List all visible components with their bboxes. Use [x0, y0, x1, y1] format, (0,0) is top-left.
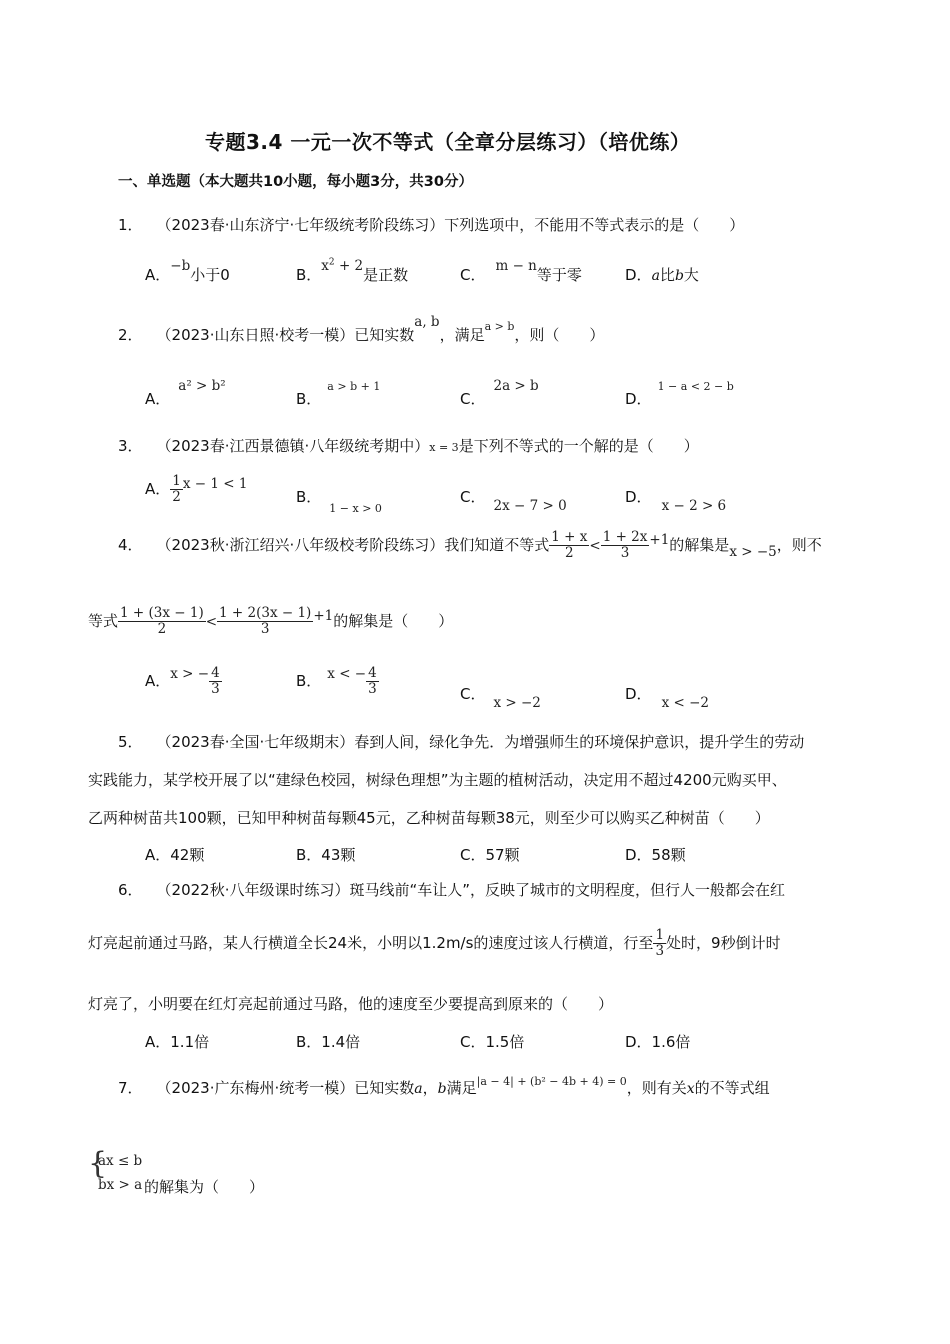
q4-option-a[interactable]: A．x > − $\frac{4}{3}$: [145, 665, 220, 697]
q3-option-a[interactable]: A． $\frac{1}{2}$ x − 1 < 1: [145, 473, 248, 505]
question-1: [118, 215, 744, 235]
q5-option-b[interactable]: B．43颗: [296, 846, 356, 864]
system-line-1: ax ≤ b: [98, 1153, 143, 1169]
q1-option-c[interactable]: C． m − n等于零: [460, 258, 582, 284]
q4-option-c[interactable]: C． x > −2: [460, 685, 541, 711]
q6-option-d[interactable]: D．1.6倍: [625, 1033, 691, 1051]
q4-option-d[interactable]: D． x < −2: [625, 685, 709, 711]
question-5-line3: 乙两种树苗共100颗，已知甲种树苗每颗45元，乙种树苗每颗38元，则至少可以购买乙种树苗（ ）: [88, 809, 770, 827]
question-5-line2: 实践能力，某学校开展了以“建绿色校园，树绿色理想”为主题的植树活动，决定用不超过4200元购买甲、: [88, 771, 787, 789]
q2-option-c[interactable]: C．2a > b: [460, 378, 539, 408]
q3-option-d[interactable]: D． x − 2 > 6: [625, 488, 727, 514]
q6-option-a[interactable]: A．1.1倍: [145, 1033, 210, 1051]
question-6: 6． （2022秋·八年级课时练习）斑马线前“车让人”，反映了城市的文明程度，但行人一般都会在红: [118, 881, 786, 899]
system-line-2: bx > a: [98, 1177, 143, 1193]
brace-icon: {: [88, 1146, 108, 1181]
question-5: 5． （2023春·全国·七年级期末）春到人间，绿化争先．为增强师生的环境保护意识，提升学生的劳动: [118, 733, 805, 751]
question-7: 7． （2023·广东梅州·统考一模）已知实数a，b满足$^{|a - 4| + (b^2 - 4b + 4) = 0}$，则有关x的不等式组: [118, 1075, 770, 1097]
question-2: 2． （2023·山东日照·校考一模）已知实数a, b，满足$^{a > b}$，则（ ）: [118, 314, 605, 344]
q5-option-d[interactable]: D．58颗: [625, 846, 686, 864]
question-4: 4． （2023秋·浙江绍兴·八年级校考阶段练习）我们知道不等式 $\frac{1 + x}{2}$ < $\frac{1 + 2x}{3}$ +1的解集是x > −5，则不: [118, 529, 822, 561]
question-6-line2: 灯亮起前通过马路，某人行横道全长24米，小明以1.2m/s的速度过该人行横道，行至 $\frac{1}{3}$ 处时，9秒倒计时: [88, 927, 781, 959]
q2-option-a[interactable]: A．a² > b²: [145, 378, 226, 408]
q1-option-d[interactable]: D．a比b大: [625, 266, 699, 284]
q6-option-b[interactable]: B．1.4倍: [296, 1033, 361, 1051]
question-7-tail: 的解集为（ ）: [144, 1178, 265, 1196]
q2-option-b[interactable]: B．$^{a > b + 1}$: [296, 380, 381, 408]
q1-option-a[interactable]: A．−b小于0: [145, 258, 230, 284]
question-source: （2023春·山东济宁·七年级统考阶段练习）: [156, 216, 445, 234]
question-text: 下列选项中，不能用不等式表示的是（ ）: [444, 216, 745, 234]
q4-option-b[interactable]: B． x < − $\frac{4}{3}$: [296, 665, 377, 697]
q6-option-c[interactable]: C．1.5倍: [460, 1033, 525, 1051]
question-3: 3． （2023春·江西景德镇·八年级统考期中）x = 3是下列不等式的一个解的是（ ）: [118, 437, 699, 455]
q1-option-b[interactable]: B．$x^2 + 2$是正数: [296, 257, 409, 284]
section-heading: 一、单选题（本大题共10小题，每小题3分，共30分）: [118, 174, 473, 190]
page-title: 专题3.4 一元一次不等式（全章分层练习）（培优练）: [205, 130, 691, 154]
question-6-line3: 灯亮了，小明要在红灯亮起前通过马路，他的速度至少要提高到原来的（ ）: [88, 995, 614, 1013]
question-number: 1．: [118, 216, 143, 234]
q5-option-c[interactable]: C．57颗: [460, 846, 520, 864]
q2-option-d[interactable]: D．$^{1 - a < 2 - b}$: [625, 380, 734, 408]
q3-option-b[interactable]: B．$_{1 - x > 0}$: [296, 488, 382, 515]
q3-option-c[interactable]: C． 2x − 7 > 0: [460, 488, 567, 514]
question-4-cont: 等式 $\frac{1 + (3x - 1)}{2}$ < $\frac{1 + 2(3x - 1)}{3}$ +1的解集是（ ）: [88, 605, 454, 637]
q5-option-a[interactable]: A．42颗: [145, 846, 205, 864]
